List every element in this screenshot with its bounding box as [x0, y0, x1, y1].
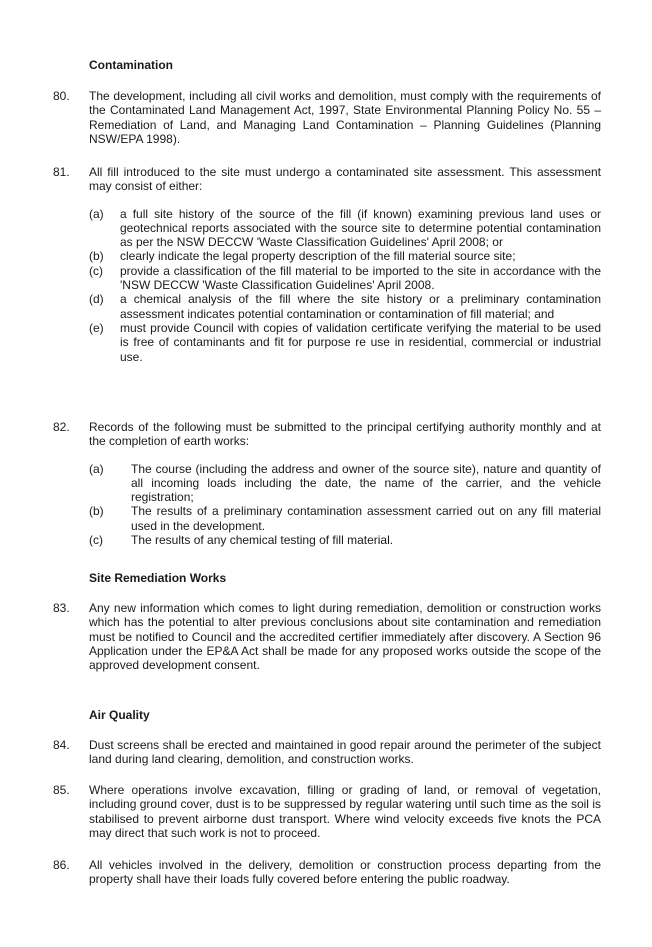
clause-85 — [53, 783, 601, 840]
sub-item-text: The results of any chemical testing of fill material. — [131, 533, 394, 548]
sub-item — [89, 533, 601, 547]
clause-81 — [53, 165, 601, 364]
sub-item — [89, 249, 601, 263]
sub-item-label: (c) — [89, 533, 103, 548]
clause-number: 80. — [53, 89, 70, 103]
clause-text: Where operations involve excavation, filling or grading of land, or removal of vegetation, including ground cover, dust is to be suppressed by regular watering until such time as the soil is stabilised to prevent airborne dust transport. Where wind velocity exceeds five knots the PCA may direct that such work is not to proceed. — [89, 783, 601, 840]
clause-number: 82. — [53, 420, 70, 434]
sub-item-text: a full site history of the source of the fill (if known) examining previous land uses or geotechnical reports associated with the source site to determine potential contamination as per the NSW DECCW 'Waste Classification Guidelines' April 2008; or — [120, 206, 601, 250]
sub-item — [89, 264, 601, 293]
sub-item-list — [53, 462, 601, 548]
clause-84 — [53, 738, 601, 767]
sub-item-text: The course (including the address and owner of the source site), nature and quantity of all incoming loads including the date, the name of the carrier, and the vehicle registration; — [131, 461, 601, 505]
sub-item — [89, 504, 601, 533]
sub-item — [89, 207, 601, 250]
sub-item-label: (c) — [89, 263, 103, 278]
clause-83 — [53, 601, 601, 672]
sub-item-label: (e) — [89, 320, 104, 335]
sub-item-text: must provide Council with copies of validation certificate verifying the material to be used is free of contaminants and fit for purpose re use in residential, commercial or industrial use. — [120, 320, 601, 364]
sub-item-text: provide a classification of the fill material to be imported to the site in accordance with the 'NSW DECCW 'Waste Classification Guidelines' April 2008. — [120, 263, 601, 293]
clause-82 — [53, 420, 601, 547]
clause-number: 83. — [53, 601, 70, 615]
sub-item-list — [53, 207, 601, 364]
clause-text: All fill introduced to the site must undergo a contaminated site assessment. This assessment may consist of either: — [89, 165, 601, 194]
clause-80 — [53, 89, 601, 146]
sub-item-text: The results of a preliminary contamination assessment carried out on any fill material used in the development. — [131, 504, 601, 533]
clause-86 — [53, 858, 601, 887]
sub-item-label: (a) — [89, 206, 104, 221]
sub-item-label: (b) — [89, 504, 104, 519]
clause-text: Any new information which comes to light during remediation, demolition or construction works which has the potential to alter previous conclusions about site contamination and remediation must be notified to Council and the accredited certifier immediately after discovery. A Section 96 Application under the EP&A Act shall be made for any proposed works outside the scope of the approved development consent. — [89, 601, 601, 673]
sub-item-text: a chemical analysis of the fill where the site history or a preliminary contamination assessment indicates potential contamination or contamination of fill material; and — [120, 292, 601, 321]
sub-item-label: (d) — [89, 292, 104, 307]
sub-item — [89, 321, 601, 364]
clause-number: 86. — [53, 858, 70, 872]
clause-text: Dust screens shall be erected and maintained in good repair around the perimeter of the subject land during land clearing, demolition, and construction works. — [89, 738, 601, 767]
sub-item-label: (a) — [89, 461, 104, 476]
clause-number: 84. — [53, 738, 70, 752]
clause-text: All vehicles involved in the delivery, demolition or construction process departing from the property shall have their loads fully covered before entering the public roadway. — [89, 858, 601, 887]
section-heading-site-remediation: Site Remediation Works — [89, 571, 227, 585]
clause-number: 85. — [53, 783, 70, 797]
clause-text: The development, including all civil works and demolition, must comply with the requirements of the Contaminated Land Management Act, 1997, State Environmental Planning Policy No. 55 – Remediation of Land, and Managing Land Contamination – Planning Guidelines (Planning NSW/EPA 1998). — [89, 89, 601, 146]
section-heading-contamination: Contamination — [89, 58, 173, 72]
sub-item — [89, 462, 601, 505]
sub-item-text: clearly indicate the legal property description of the fill material source site; — [120, 249, 516, 264]
section-heading-air-quality: Air Quality — [89, 708, 150, 722]
sub-item-label: (b) — [89, 249, 104, 264]
sub-item — [89, 292, 601, 321]
clause-number: 81. — [53, 165, 70, 179]
clause-text: Records of the following must be submitted to the principal certifying authority monthly and at the completion of earth works: — [89, 420, 601, 449]
